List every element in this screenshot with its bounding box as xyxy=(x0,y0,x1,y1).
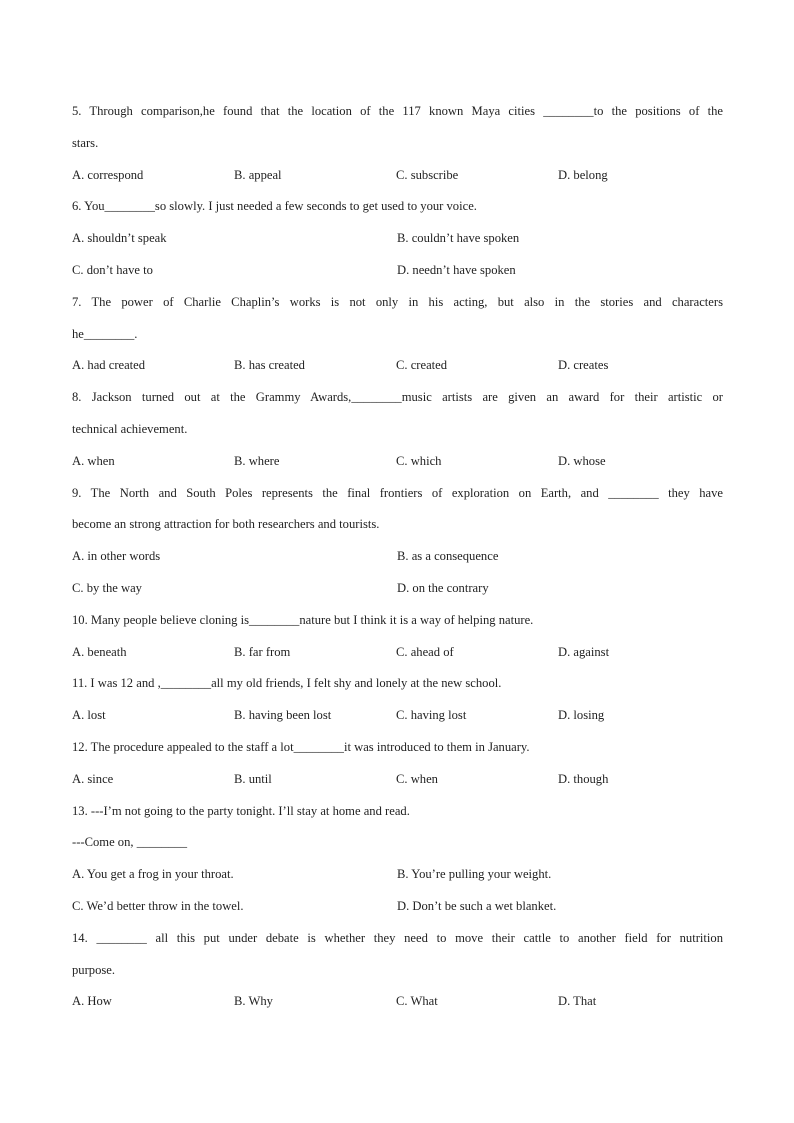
question-14 xyxy=(72,923,723,1018)
options-row xyxy=(72,541,723,573)
question-stem-line: ---Come on, ________ xyxy=(72,835,188,850)
question-stem-line: 10. Many people believe cloning is________nature but I think it is a way of helping nature. xyxy=(72,612,534,627)
option-d: D. creates xyxy=(558,358,609,373)
options-row xyxy=(72,986,723,1018)
option-a: A. correspond xyxy=(72,167,144,182)
question-stem-line: he________. xyxy=(72,326,138,341)
option-c: C. when xyxy=(396,771,438,786)
question-8 xyxy=(72,382,723,477)
option-c: C. by the way xyxy=(72,580,142,595)
options-row xyxy=(72,700,723,732)
option-c: C. What xyxy=(396,994,438,1009)
option-d: D. belong xyxy=(558,167,608,182)
option-c: C. subscribe xyxy=(396,167,459,182)
question-stem-line: 13. ---I’m not going to the party tonight. I’ll stay at home and read. xyxy=(72,803,410,818)
option-b: B. Why xyxy=(234,994,273,1009)
option-a: A. shouldn’t speak xyxy=(72,231,167,246)
options-row xyxy=(72,637,723,669)
option-b: B. where xyxy=(234,453,280,468)
option-b: B. appeal xyxy=(234,167,282,182)
option-d: D. Don’t be such a wet blanket. xyxy=(397,898,557,913)
option-b: B. having been lost xyxy=(234,708,332,723)
option-d: D. losing xyxy=(558,708,605,723)
option-a: A. beneath xyxy=(72,644,127,659)
option-c: C. don’t have to xyxy=(72,262,153,277)
option-b: B. until xyxy=(234,771,272,786)
option-d: D. against xyxy=(558,644,610,659)
option-c: C. created xyxy=(396,358,448,373)
question-11 xyxy=(72,668,723,732)
option-c: C. ahead of xyxy=(396,644,454,659)
option-a: A. when xyxy=(72,453,115,468)
options-row xyxy=(72,891,723,923)
question-stem-line: purpose. xyxy=(72,962,116,977)
question-stem-line: 12. The procedure appealed to the staff a lot________it was introduced to them in January. xyxy=(72,739,530,754)
question-list xyxy=(72,96,723,1018)
question-stem-line: stars. xyxy=(72,135,99,150)
option-a: A. How xyxy=(72,994,112,1009)
question-stem-line: 9. The North and South Poles represents the final frontiers of exploration on Earth, and ________ they have xyxy=(72,485,723,500)
options-row xyxy=(72,223,723,255)
option-c: C. having lost xyxy=(396,708,467,723)
question-stem-line: 8. Jackson turned out at the Grammy Awards,________music artists are given an award for their artistic or xyxy=(72,390,723,405)
question-stem-line: 11. I was 12 and ,________all my old friends, I felt shy and lonely at the new school. xyxy=(72,676,502,691)
question-stem-line: technical achievement. xyxy=(72,421,188,436)
option-d: D. That xyxy=(558,994,597,1009)
options-row xyxy=(72,160,723,192)
question-9 xyxy=(72,478,723,605)
question-12 xyxy=(72,732,723,796)
question-6 xyxy=(72,191,723,286)
options-row xyxy=(72,350,723,382)
option-d: D. though xyxy=(558,771,609,786)
option-b: B. has created xyxy=(234,358,305,373)
option-a: A. lost xyxy=(72,708,106,723)
options-row xyxy=(72,255,723,287)
option-d: D. needn’t have spoken xyxy=(397,262,516,277)
option-b: B. couldn’t have spoken xyxy=(397,231,520,246)
option-b: B. far from xyxy=(234,644,291,659)
option-a: A. since xyxy=(72,771,114,786)
option-b: B. You’re pulling your weight. xyxy=(397,867,552,882)
question-13 xyxy=(72,796,723,923)
question-stem-line: 14. ________ all this put under debate is whether they need to move their cattle to another field for nutrition xyxy=(72,930,723,945)
option-c: C. We’d better throw in the towel. xyxy=(72,898,244,913)
options-row xyxy=(72,446,723,478)
question-stem-line: 5. Through comparison,he found that the location of the 117 known Maya cities ________to the positions of the xyxy=(72,104,723,118)
options-row xyxy=(72,573,723,605)
option-d: D. on the contrary xyxy=(397,580,489,595)
options-row xyxy=(72,859,723,891)
question-10 xyxy=(72,605,723,669)
question-stem-line: become an strong attraction for both researchers and tourists. xyxy=(72,517,380,532)
options-row xyxy=(72,764,723,796)
option-a: A. You get a frog in your throat. xyxy=(72,867,234,882)
option-a: A. had created xyxy=(72,358,146,373)
question-5 xyxy=(72,96,723,191)
question-stem-line: 6. You________so slowly. I just needed a few seconds to get used to your voice. xyxy=(72,199,477,214)
question-stem-line: 7. The power of Charlie Chaplin’s works is not only in his acting, but also in the stories and characters xyxy=(72,294,723,309)
question-7 xyxy=(72,287,723,382)
option-d: D. whose xyxy=(558,453,606,468)
option-b: B. as a consequence xyxy=(397,549,499,564)
option-a: A. in other words xyxy=(72,549,161,564)
option-c: C. which xyxy=(396,453,442,468)
